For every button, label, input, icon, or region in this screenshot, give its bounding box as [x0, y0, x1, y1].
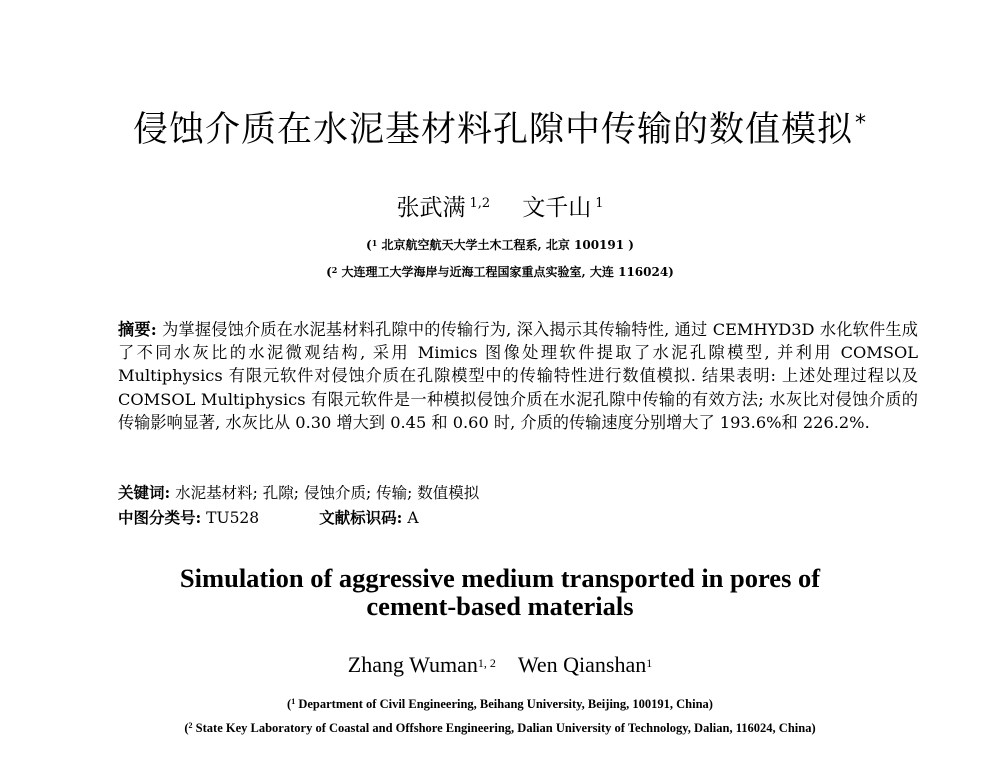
- doc-code-label: 文献标识码:: [319, 508, 403, 527]
- title-english-line-1: Simulation of aggressive medium transported in pores of: [179, 563, 821, 593]
- affiliation-en-1: ($^1$ Department of Civil Engineering, Beihang University, Beijing, 100191, China): [287, 697, 713, 711]
- affiliation-en-2: ($^2$ State Key Laboratory of Coastal and Offshore Engineering, Dalian University of Technology, Dalian, 116024, China): [184, 721, 816, 735]
- keywords: [118, 482, 918, 504]
- keywords-text: 水泥基材料; 孔隙; 侵蚀介质; 传输; 数值模拟: [170, 484, 480, 502]
- author-cn-2-affil: 1: [595, 196, 604, 211]
- author-en-2-affil: 1: [646, 656, 653, 670]
- title-footnote-mark: *: [855, 111, 867, 136]
- affiliation-cn-2: ($^2$ 大连理工大学海岸与近海工程国家重点实验室, 大连 116024): [326, 265, 674, 279]
- authors-chinese: [0, 193, 1000, 223]
- title-chinese: [0, 108, 1000, 152]
- title-english-line-2: cement-based materials: [366, 591, 634, 621]
- clc-label: 中图分类号:: [118, 508, 202, 527]
- author-cn-1-affil: 1,2: [469, 196, 491, 211]
- abstract-label: 摘要:: [118, 320, 157, 339]
- title-english: [0, 564, 1000, 620]
- author-cn-1: 张武满: [396, 195, 466, 221]
- abstract-text: 为掌握侵蚀介质在水泥基材料孔隙中的传输行为, 深入揭示其传输特性, 通过 CEMHYD3D 水化软件生成了不同水灰比的水泥微观结构, 采用 Mimics 图像处理软件提取了水泥孔隙模型, 并利用 COMSOL Multiphysics 有限元软件对侵蚀介质在孔隙模型中的传输特性进行数值模拟. 结果表明: 上述处理过程以及 COMSOL Multiphysics 有限元软件是一种模拟侵蚀介质在水泥孔隙中传输的有效方法; 水灰比对侵蚀介质的传输影响显著, 水灰比从 0.30 增大到 0.45 和 0.60 时, 介质的传输速度分别增大了 193.6%和 226.2%.: [118, 320, 918, 432]
- author-cn-2: 文千山: [522, 195, 592, 221]
- abstract: [118, 318, 918, 434]
- classification: [118, 507, 918, 529]
- title-chinese-text: 侵蚀介质在水泥基材料孔隙中传输的数值模拟: [132, 110, 853, 150]
- author-en-1-affil: 1, 2: [477, 656, 496, 670]
- clc-value: TU528: [201, 509, 260, 527]
- author-en-2: Wen Qianshan: [517, 652, 647, 677]
- author-en-1: Zhang Wuman: [347, 652, 478, 677]
- authors-english: [0, 651, 1000, 679]
- keywords-label: 关键词:: [118, 483, 171, 502]
- affiliation-cn-1: ($^1$ 北京航空航天大学土木工程系, 北京 100191 ): [366, 238, 634, 252]
- doc-code-value: A: [402, 509, 419, 527]
